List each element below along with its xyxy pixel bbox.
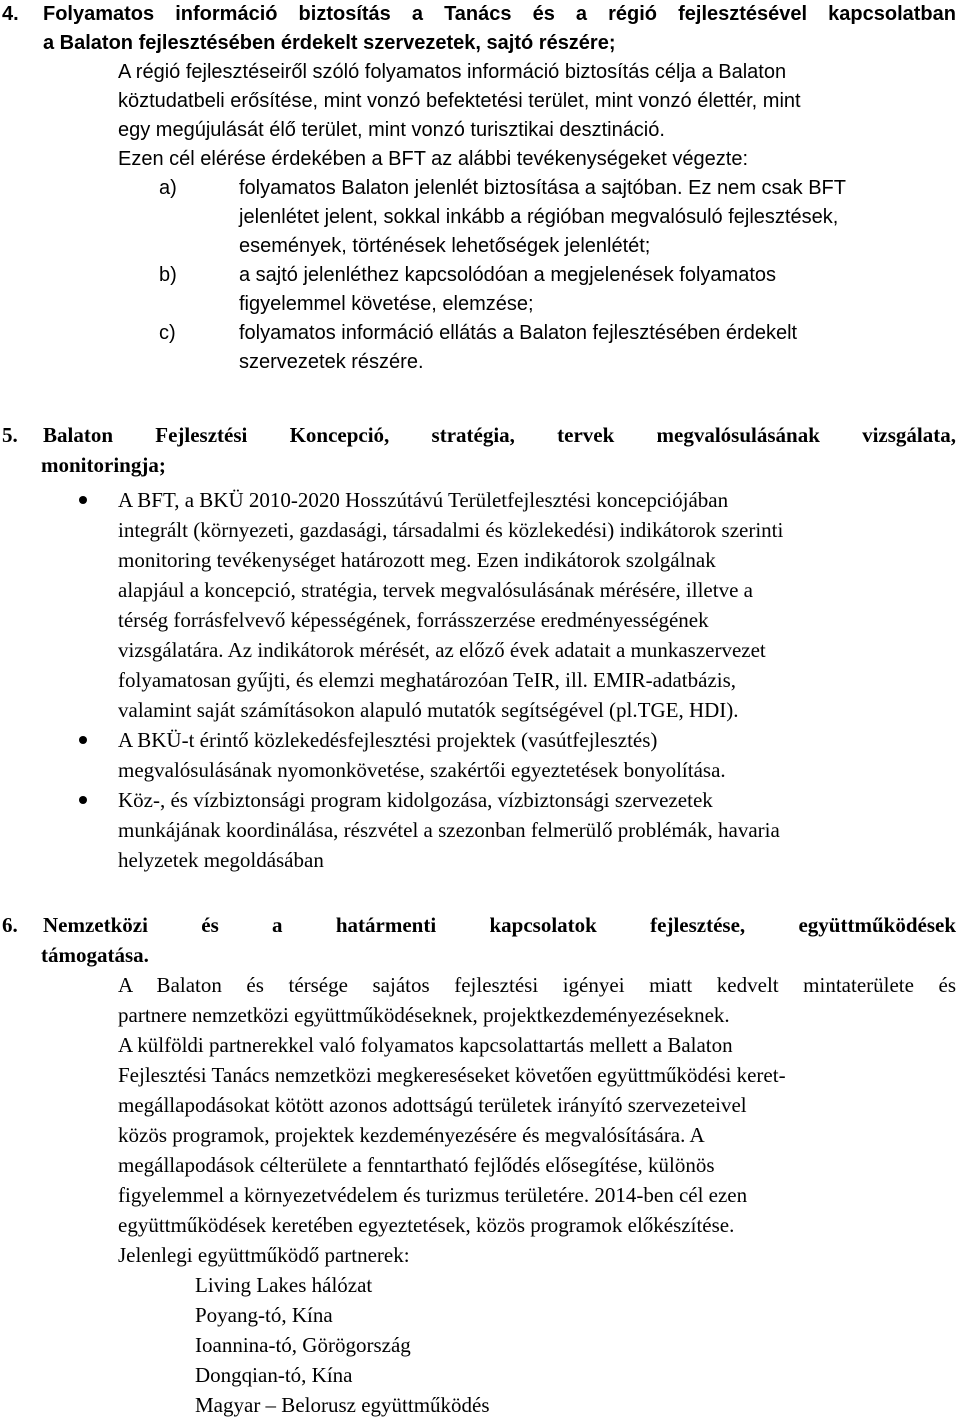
partner-item: Poyang-tó, Kína <box>195 1303 333 1327</box>
list-item-line: események, történések lehetőségek jelenlétét; <box>239 235 651 257</box>
partner-item: Magyar – Belorusz együttműködés <box>195 1393 490 1417</box>
section-number: 4. <box>2 3 19 25</box>
bullet-line: helyzetek megoldásában <box>118 848 324 872</box>
section-5 <box>0 420 960 875</box>
paragraph-line: megállapodások célterülete a fenntartható fejlődés elősegítése, különös <box>118 1153 715 1177</box>
bullet-line: A BFT, a BKÜ 2010-2020 Hosszútávú Területfejlesztési koncepciójában <box>118 488 729 512</box>
list-item-label: a) <box>159 177 177 199</box>
bullet-item <box>0 725 960 785</box>
bullet-line: monitoring tevékenységet határozott meg. Ezen indikátorok szolgálnak <box>118 548 716 572</box>
list-item-line: szervezetek részére. <box>239 351 424 373</box>
bullet-icon <box>0 725 118 785</box>
list-item-line: figyelemmel követése, elemzése; <box>239 293 534 315</box>
bullet-line: alapjául a koncepció, stratégia, tervek megvalósulásának mérésére, illetve a <box>118 578 753 602</box>
section-paragraph <box>0 970 960 1270</box>
section-title <box>43 910 960 940</box>
paragraph-line: köztudatbeli erősítése, mint vonzó befektetési terület, mint vonzó élettér, mint <box>118 90 801 112</box>
section-4 <box>0 0 960 377</box>
bullet-line: integrált (környezeti, gazdasági, társadalmi és közlekedési) indikátorok szerinti <box>118 518 784 542</box>
section-title <box>43 420 960 450</box>
paragraph-line: Ezen cél elérése érdekében a BFT az alábbi tevékenységeket végezte: <box>118 148 749 170</box>
paragraph-line: figyelemmel a környezetvédelem és turizmus területére. 2014-ben cél ezen <box>118 1183 748 1207</box>
paragraph-line: megállapodásokat kötött azonos adottságú területek irányító szervezeteivel <box>118 1093 747 1117</box>
bullet-line: térség forrásfelvevő képességének, forrásszerzése eredményességének <box>118 608 709 632</box>
bullet-item <box>0 785 960 875</box>
paragraph-line: egy megújulását élő terület, mint vonzó turisztikai desztináció. <box>118 119 665 141</box>
bullet-line: munkájának koordinálása, részvétel a szezonban felmerülő problémák, havaria <box>118 818 780 842</box>
paragraph-line: A külföldi partnerekkel való folyamatos kapcsolattartás mellett a Balaton <box>118 1033 733 1057</box>
section-4-heading <box>0 0 960 58</box>
list-item <box>118 261 956 319</box>
bullet-icon <box>0 785 118 875</box>
paragraph-line: A régió fejlesztéseiről szóló folyamatos információ biztosítás célja a Balaton <box>118 61 787 83</box>
section-6 <box>0 910 960 1420</box>
bullet-line: vizsgálatára. Az indikátorok mérését, az előző évek adatait a munkaszervezet <box>118 638 766 662</box>
paragraph-line: együttműködések keretében egyeztetések, közös programok előkészítése. <box>118 1213 735 1237</box>
list-item-line: a sajtó jelenléthez kapcsolódóan a megjelenések folyamatos <box>239 264 777 286</box>
bullet-line: valamint saját számításokon alapuló mutatók segítségével (pl.TGE, HDI). <box>118 698 739 722</box>
list-item-line: jelenlétet jelent, sokkal inkább a régióban megvalósuló fejlesztések, <box>239 206 839 228</box>
bullet-line: megvalósulásának nyomonkövetése, szakértői egyeztetések bonyolítása. <box>118 758 726 782</box>
partner-list <box>0 1270 960 1420</box>
section-number: 5. <box>2 423 18 447</box>
bullet-line: Köz-, és vízbiztonsági program kidolgozása, vízbiztonsági szervezetek <box>118 788 713 812</box>
section-title <box>43 0 960 58</box>
list-item <box>118 319 956 377</box>
list-item <box>118 174 956 261</box>
bullet-icon <box>0 485 118 725</box>
bullet-line: folyamatosan gyűjti, és elemzi meghatározóan TeIR, ill. EMIR-adatbázis, <box>118 668 737 692</box>
section-paragraph <box>0 58 960 174</box>
section-number: 6. <box>2 913 18 937</box>
bullet-item <box>0 485 960 725</box>
bullet-line: A BKÜ-t érintő közlekedésfejlesztési projektek (vasútfejlesztés) <box>118 728 658 752</box>
section-title-line: a Balaton fejlesztésében érdekelt szervezetek, sajtó részére; <box>43 32 616 54</box>
activity-list <box>0 174 960 377</box>
section-title-line: monitoringja; <box>41 453 166 477</box>
paragraph-line: partnere nemzetközi együttműködéseknek, projektkezdeményezéseknek. <box>118 1003 730 1027</box>
list-item-line: folyamatos információ ellátás a Balaton fejlesztésében érdekelt <box>239 322 798 344</box>
list-item-label: b) <box>159 264 177 286</box>
paragraph-line: közös programok, projektek kezdeményezésére és megvalósítására. A <box>118 1123 705 1147</box>
paragraph-line: A Balaton és térsége sajátos fejlesztési igényei miatt kedvelt mintaterülete és <box>118 973 956 997</box>
partner-item: Ioannina-tó, Görögország <box>195 1333 411 1357</box>
section-title-line: Folyamatos információ biztosítás a Tanács és a régió fejlesztésével kapcsolatban <box>43 3 956 25</box>
section-title-line: Balaton Fejlesztési Koncepció, stratégia, tervek megvalósulásának vizsgálata, <box>43 423 956 447</box>
section-6-heading <box>0 910 960 940</box>
section-title-line: Nemzetközi és a határmenti kapcsolatok fejlesztése, együttműködések <box>43 913 956 937</box>
paragraph-line: Jelenlegi együttműködő partnerek: <box>118 1243 410 1267</box>
partner-item: Living Lakes hálózat <box>195 1273 373 1297</box>
list-item-label: c) <box>159 322 176 344</box>
section-title-line: támogatása. <box>41 943 149 967</box>
paragraph-line: Fejlesztési Tanács nemzetközi megkereséseket követően együttműködési keret- <box>118 1063 786 1087</box>
partner-item: Dongqian-tó, Kína <box>195 1363 353 1387</box>
list-item-line: folyamatos Balaton jelenlét biztosítása a sajtóban. Ez nem csak BFT <box>239 177 846 199</box>
section-5-heading <box>0 420 960 450</box>
